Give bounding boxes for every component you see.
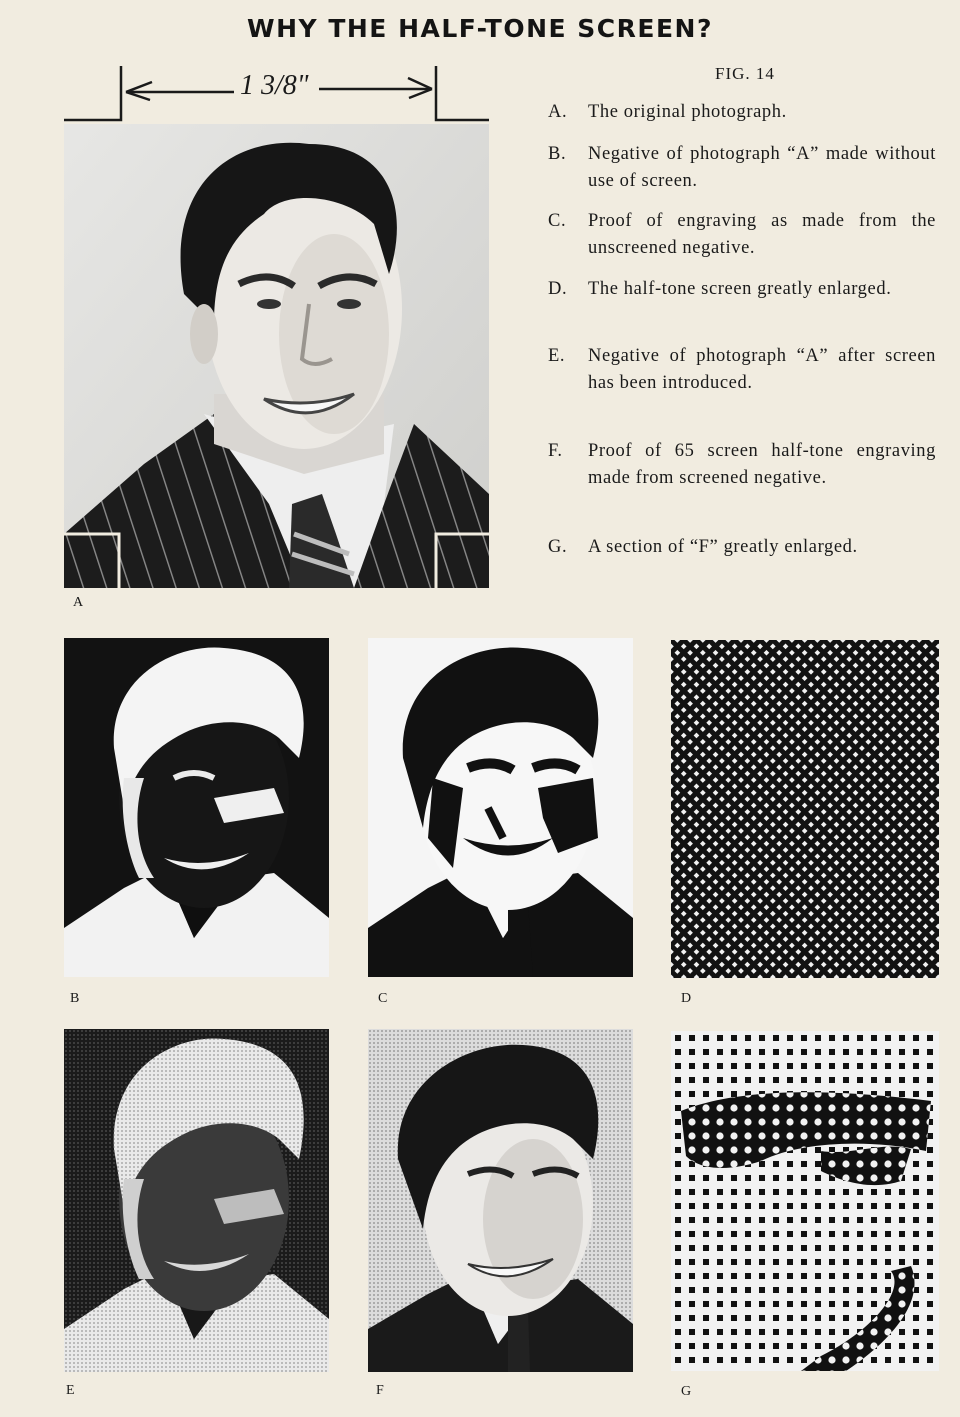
caption-text: The half-tone screen greatly enlarged. <box>588 279 892 299</box>
caption-text: Negative of photograph “A” after screen has been introduced. <box>588 346 936 393</box>
caption-text: Negative of photograph “A” made without use of screen. <box>588 144 936 191</box>
caption-letter: A. <box>548 102 568 122</box>
panel-label-e: E <box>66 1383 76 1398</box>
dimension-label: 1 3/8" <box>240 70 309 101</box>
caption-letter: G. <box>548 537 568 557</box>
panel-label-c: C <box>378 991 389 1006</box>
photo-e <box>64 1029 329 1372</box>
caption-e <box>548 343 936 397</box>
caption-letter: B. <box>548 144 567 164</box>
panel-label-d: D <box>681 991 693 1006</box>
panel-label-g: G <box>681 1384 693 1399</box>
panel-label-a: A <box>73 595 85 610</box>
panel-label-b: B <box>70 991 81 1006</box>
caption-g <box>548 534 936 561</box>
photo-g <box>671 1031 939 1371</box>
caption-b <box>548 141 936 195</box>
caption-letter: F. <box>548 441 563 461</box>
photo-a <box>64 64 489 588</box>
photo-b <box>64 638 329 977</box>
photo-d <box>671 640 939 978</box>
caption-text: Proof of 65 screen half-tone engraving made from screened negative. <box>588 441 936 488</box>
page-title: WHY THE HALF-TONE SCREEN? <box>247 14 713 43</box>
caption-f <box>548 438 936 492</box>
panel-label-f: F <box>376 1383 385 1398</box>
caption-letter: C. <box>548 211 567 231</box>
caption-letter: E. <box>548 346 566 366</box>
photo-c <box>368 638 633 977</box>
caption-text: Proof of engraving as made from the unscreened negative. <box>588 211 936 258</box>
caption-c <box>548 208 936 262</box>
figure-label: FIG. 14 <box>715 64 775 83</box>
caption-d <box>548 276 936 303</box>
dimension-marker <box>64 64 489 124</box>
photo-f <box>368 1029 633 1372</box>
caption-letter: D. <box>548 279 568 299</box>
caption-text: The original photograph. <box>588 102 787 122</box>
caption-a <box>548 99 936 126</box>
caption-text: A section of “F” greatly enlarged. <box>588 537 858 557</box>
